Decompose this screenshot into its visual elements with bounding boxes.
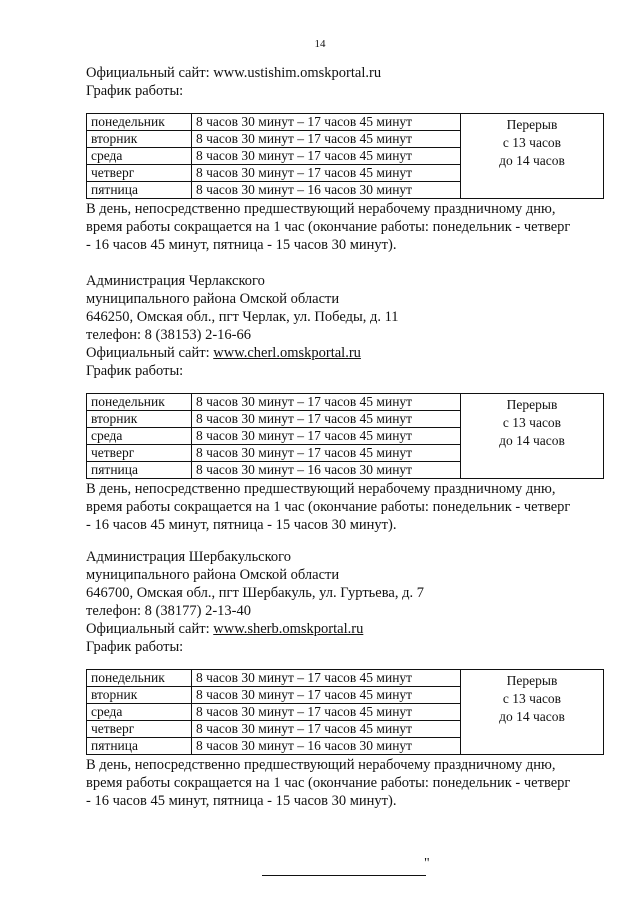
schedule-table (86, 669, 604, 755)
day-cell: понедельник (87, 114, 192, 131)
hours-cell: 8 часов 30 минут – 16 часов 30 минут (192, 182, 461, 199)
schedule-table (86, 393, 604, 479)
address: 646700, Омская обл., пгт Шербакуль, ул. Гуртьева, д. 7 (86, 585, 424, 601)
hours-cell: 8 часов 30 минут – 17 часов 45 минут (192, 704, 461, 721)
website-link[interactable]: www.cherl.omskportal.ru (213, 345, 361, 361)
note-line: В день, непосредственно предшествующий нерабочему праздничному дню, (86, 757, 556, 773)
org-name: Администрация Черлакского (86, 273, 265, 289)
note-line: - 16 часов 45 минут, пятница - 15 часов 30 минут). (86, 517, 397, 533)
day-cell: среда (87, 428, 192, 445)
address: 646250, Омская обл., пгт Черлак, ул. Победы, д. 11 (86, 309, 399, 325)
day-cell: четверг (87, 165, 192, 182)
day-cell: пятница (87, 182, 192, 199)
break-line: с 13 часов (502, 415, 562, 430)
break-line: Перерыв (506, 673, 558, 688)
day-cell: пятница (87, 738, 192, 755)
hours-cell: 8 часов 30 минут – 16 часов 30 минут (192, 738, 461, 755)
website-link[interactable]: www.sherb.omskportal.ru (213, 621, 364, 637)
website-line (86, 344, 606, 362)
hours-cell: 8 часов 30 минут – 17 часов 45 минут (192, 428, 461, 445)
website-label: Официальный сайт: (86, 621, 214, 637)
hours-cell: 8 часов 30 минут – 17 часов 45 минут (192, 394, 461, 411)
separator-line (262, 875, 426, 876)
break-cell (461, 394, 604, 479)
hours-cell: 8 часов 30 минут – 17 часов 45 минут (192, 148, 461, 165)
hours-cell: 8 часов 30 минут – 17 часов 45 минут (192, 445, 461, 462)
org-name-cont: муниципального района Омской области (86, 567, 340, 583)
schedule-label: График работы: (86, 639, 184, 655)
break-line: с 13 часов (502, 135, 562, 150)
note-line: время работы сокращается на 1 час (окончание работы: понедельник - четверг (86, 219, 571, 235)
day-cell: понедельник (87, 394, 192, 411)
section-ustishim (86, 64, 606, 254)
break-line: Перерыв (506, 117, 558, 132)
hours-cell: 8 часов 30 минут – 17 часов 45 минут (192, 721, 461, 738)
table-row (87, 394, 604, 411)
break-line: Перерыв (506, 397, 558, 412)
note-line: В день, непосредственно предшествующий нерабочему праздничному дню, (86, 201, 556, 217)
phone: телефон: 8 (38153) 2-16-66 (86, 327, 251, 343)
break-cell (461, 670, 604, 755)
hours-cell: 8 часов 30 минут – 17 часов 45 минут (192, 114, 461, 131)
break-line: до 14 часов (499, 153, 565, 168)
note-line: время работы сокращается на 1 час (окончание работы: понедельник - четверг (86, 499, 571, 515)
page-number: 14 (314, 38, 326, 50)
website-link[interactable]: www.ustishim.omskportal.ru (213, 65, 382, 81)
website-label: Официальный сайт: (86, 65, 214, 81)
break-line: до 14 часов (499, 433, 565, 448)
break-cell (461, 114, 604, 199)
table-row (87, 114, 604, 131)
note-line: - 16 часов 45 минут, пятница - 15 часов 30 минут). (86, 793, 397, 809)
hours-cell: 8 часов 30 минут – 17 часов 45 минут (192, 411, 461, 428)
website-line (86, 64, 606, 82)
schedule-label: График работы: (86, 363, 184, 379)
hours-cell: 8 часов 30 минут – 17 часов 45 минут (192, 687, 461, 704)
day-cell: вторник (87, 687, 192, 704)
shortened-day-note (86, 756, 606, 810)
break-line: до 14 часов (499, 709, 565, 724)
day-cell: вторник (87, 131, 192, 148)
website-line (86, 620, 606, 638)
day-cell: среда (87, 148, 192, 165)
website-label: Официальный сайт: (86, 345, 214, 361)
phone: телефон: 8 (38177) 2-13-40 (86, 603, 251, 619)
day-cell: пятница (87, 462, 192, 479)
day-cell: четверг (87, 445, 192, 462)
break-line: с 13 часов (502, 691, 562, 706)
day-cell: понедельник (87, 670, 192, 687)
schedule-table (86, 113, 604, 199)
note-line: В день, непосредственно предшествующий нерабочему праздничному дню, (86, 481, 556, 497)
table-row (87, 670, 604, 687)
hours-cell: 8 часов 30 минут – 17 часов 45 минут (192, 670, 461, 687)
note-line: время работы сокращается на 1 час (окончание работы: понедельник - четверг (86, 775, 571, 791)
hours-cell: 8 часов 30 минут – 17 часов 45 минут (192, 165, 461, 182)
section-sherbakul (86, 548, 606, 810)
hours-cell: 8 часов 30 минут – 16 часов 30 минут (192, 462, 461, 479)
org-name-cont: муниципального района Омской области (86, 291, 340, 307)
note-line: - 16 часов 45 минут, пятница - 15 часов 30 минут). (86, 237, 397, 253)
day-cell: вторник (87, 411, 192, 428)
org-name: Администрация Шербакульского (86, 549, 292, 565)
hours-cell: 8 часов 30 минут – 17 часов 45 минут (192, 131, 461, 148)
shortened-day-note (86, 200, 606, 254)
section-cherlak (86, 272, 606, 534)
day-cell: четверг (87, 721, 192, 738)
day-cell: среда (87, 704, 192, 721)
schedule-label: График работы: (86, 83, 184, 99)
shortened-day-note (86, 480, 606, 534)
closing-quote-mark: " (424, 856, 430, 871)
